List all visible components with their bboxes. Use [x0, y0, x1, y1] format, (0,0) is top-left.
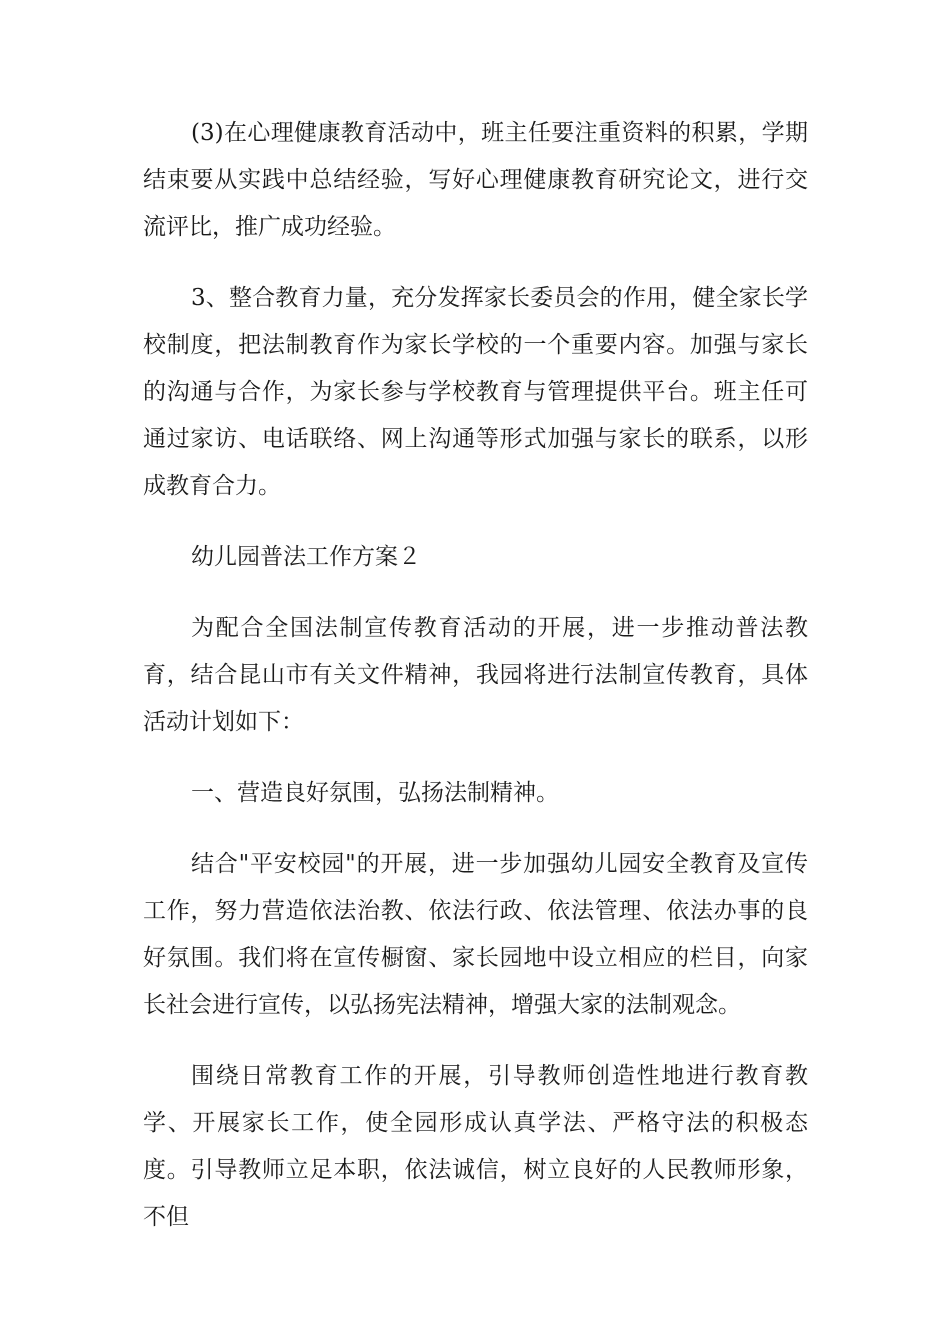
- paragraph-integrate-education: 3、整合教育力量，充分发挥家长委员会的作用，健全家长学校制度，把法制教育作为家长学校的一个重要内容。加强与家长的沟通与合作，为家长参与学校教育与管理提供平台。班主任可通过家访、电话联络、网上沟通等形式加强与家长的联系，以形成教育合力。: [143, 285, 808, 499]
- paragraph-intro: 为配合全国法制宣传教育活动的开展，进一步推动普法教育，结合昆山市有关文件精神，我园将进行法制宣传教育，具体活动计划如下：: [143, 615, 808, 735]
- section-title: 幼儿园普法工作方案２: [191, 544, 421, 570]
- paragraph-point-one: 一、营造良好氛围，弘扬法制精神。: [191, 780, 559, 806]
- paragraph-safe-campus: 结合"平安校园"的开展，进一步加强幼儿园安全教育及宣传工作，努力营造依法治教、依法行政、依法管理、依法办事的良好氛围。我们将在宣传橱窗、家长园地中设立相应的栏目，向家长社会进行宣传，以弘扬宪法精神，增强大家的法制观念。: [143, 851, 808, 1018]
- paragraph-teacher-guidance: 围绕日常教育工作的开展，引导教师创造性地进行教育教学、开展家长工作，使全园形成认真学法、严格守法的积极态度。引导教师立足本职，依法诚信，树立良好的人民教师形象，不但: [143, 1063, 808, 1230]
- paragraph-record-accumulation: (3)在心理健康教育活动中，班主任要注重资料的积累，学期结束要从实践中总结经验，写好心理健康教育研究论文，进行交流评比，推广成功经验。: [143, 120, 808, 240]
- document-body: [143, 110, 808, 1265]
